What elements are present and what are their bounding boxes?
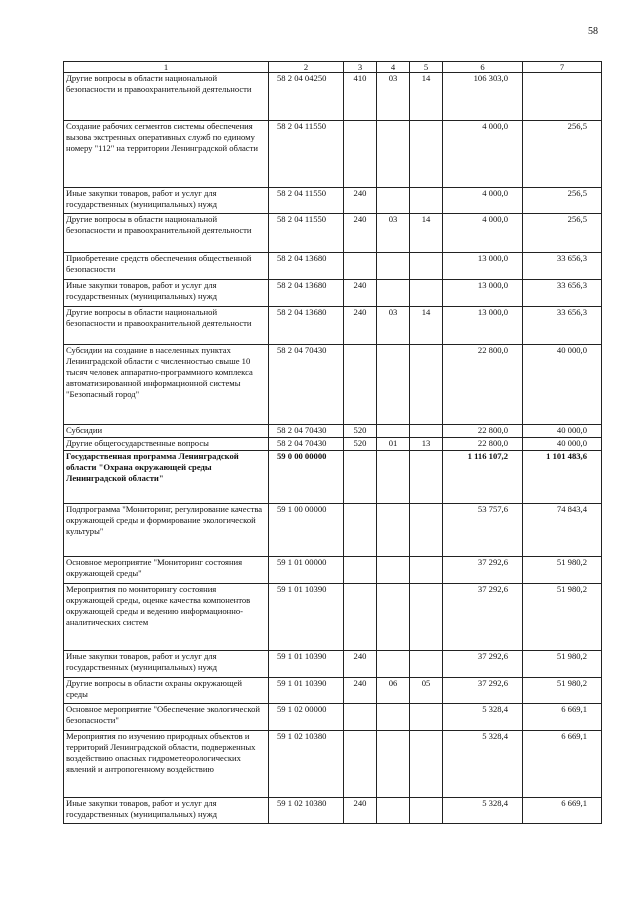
target-code-cell: 58 2 04 11550 xyxy=(269,214,344,253)
target-code-cell: 59 1 00 00000 xyxy=(269,504,344,557)
expense-type-cell xyxy=(344,345,377,425)
target-code-cell: 58 2 04 13680 xyxy=(269,253,344,280)
amount-col7-cell: 33 656,3 xyxy=(523,253,602,280)
target-code-cell: 59 1 01 00000 xyxy=(269,557,344,584)
subsection-cell: 05 xyxy=(410,678,443,704)
expense-name-cell: Иные закупки товаров, работ и услуг для государственных (муниципальных) нужд xyxy=(64,280,269,307)
amount-col6-cell: 53 757,6 xyxy=(443,504,523,557)
amount-col6-cell: 106 303,0 xyxy=(443,73,523,121)
target-code-cell: 58 2 04 11550 xyxy=(269,121,344,188)
section-cell xyxy=(377,280,410,307)
table-row xyxy=(64,451,602,504)
column-number-row xyxy=(64,62,602,73)
amount-col6-cell: 22 800,0 xyxy=(443,425,523,438)
table-row xyxy=(64,584,602,651)
section-cell xyxy=(377,425,410,438)
target-code-cell: 58 2 04 70430 xyxy=(269,345,344,425)
subsection-cell: 14 xyxy=(410,214,443,253)
table-row xyxy=(64,678,602,704)
expense-type-cell: 240 xyxy=(344,188,377,214)
expense-name-cell: Другие вопросы в области национальной безопасности и правоохранительной деятельности xyxy=(64,307,269,345)
target-code-cell: 59 1 02 00000 xyxy=(269,704,344,731)
expense-type-cell: 240 xyxy=(344,678,377,704)
target-code-cell: 58 2 04 70430 xyxy=(269,438,344,451)
column-header: 5 xyxy=(410,62,443,73)
table-row xyxy=(64,438,602,451)
expense-type-cell xyxy=(344,731,377,798)
column-header: 3 xyxy=(344,62,377,73)
table-row xyxy=(64,557,602,584)
subsection-cell xyxy=(410,557,443,584)
amount-col6-cell: 37 292,6 xyxy=(443,584,523,651)
section-cell xyxy=(377,504,410,557)
section-cell: 01 xyxy=(377,438,410,451)
subsection-cell: 14 xyxy=(410,73,443,121)
column-header: 6 xyxy=(443,62,523,73)
section-cell xyxy=(377,798,410,824)
expense-name-cell: Другие вопросы в области национальной безопасности и правоохранительной деятельности xyxy=(64,214,269,253)
table-row xyxy=(64,121,602,188)
expense-name-cell: Подпрограмма "Мониторинг, регулирование качества окружающей среды и формирование экологической культуры" xyxy=(64,504,269,557)
expense-type-cell: 520 xyxy=(344,438,377,451)
table-row xyxy=(64,731,602,798)
expense-type-cell xyxy=(344,704,377,731)
subsection-cell: 13 xyxy=(410,438,443,451)
subsection-cell: 14 xyxy=(410,307,443,345)
column-header: 7 xyxy=(523,62,602,73)
amount-col7-cell: 6 669,1 xyxy=(523,704,602,731)
amount-col6-cell: 5 328,4 xyxy=(443,731,523,798)
table-row xyxy=(64,73,602,121)
expense-name-cell: Основное мероприятие "Обеспечение экологической безопасности" xyxy=(64,704,269,731)
expense-type-cell: 240 xyxy=(344,651,377,678)
amount-col7-cell: 6 669,1 xyxy=(523,798,602,824)
subsection-cell xyxy=(410,584,443,651)
section-cell xyxy=(377,253,410,280)
budget-table xyxy=(63,61,602,824)
subsection-cell xyxy=(410,280,443,307)
expense-name-cell: Субсидии на создание в населенных пунктах Ленинградской области с численностью свыше 10 тысяч человек аппаратно-программного комплекса автоматизированной информационной системы "Безопасный город" xyxy=(64,345,269,425)
target-code-cell: 59 1 01 10390 xyxy=(269,651,344,678)
target-code-cell: 58 2 04 04250 xyxy=(269,73,344,121)
table-row xyxy=(64,307,602,345)
section-cell xyxy=(377,451,410,504)
expense-type-cell: 240 xyxy=(344,214,377,253)
subsection-cell xyxy=(410,253,443,280)
expense-name-cell: Создание рабочих сегментов системы обеспечения вызова экстренных оперативных служб по единому номеру "112" на территории Ленинградской области xyxy=(64,121,269,188)
table-row xyxy=(64,253,602,280)
amount-col6-cell: 37 292,6 xyxy=(443,678,523,704)
amount-col7-cell: 33 656,3 xyxy=(523,307,602,345)
expense-name-cell: Приобретение средств обеспечения общественной безопасности xyxy=(64,253,269,280)
amount-col7-cell: 51 980,2 xyxy=(523,651,602,678)
amount-col6-cell: 13 000,0 xyxy=(443,307,523,345)
expense-type-cell: 240 xyxy=(344,307,377,345)
column-header: 4 xyxy=(377,62,410,73)
table-row xyxy=(64,214,602,253)
expense-type-cell xyxy=(344,557,377,584)
table-row xyxy=(64,280,602,307)
target-code-cell: 58 2 04 13680 xyxy=(269,307,344,345)
column-header: 2 xyxy=(269,62,344,73)
table-row xyxy=(64,345,602,425)
expense-type-cell xyxy=(344,584,377,651)
subsection-cell xyxy=(410,425,443,438)
expense-name-cell: Мероприятия по изучению природных объектов и территорий Ленинградской области, подверженных воздействию опасных гидрометеорологических явлений и антропогенному воздействию xyxy=(64,731,269,798)
subsection-cell xyxy=(410,704,443,731)
target-code-cell: 59 1 02 10380 xyxy=(269,798,344,824)
amount-col7-cell: 51 980,2 xyxy=(523,584,602,651)
amount-col7-cell: 40 000,0 xyxy=(523,438,602,451)
amount-col7-cell: 33 656,3 xyxy=(523,280,602,307)
section-cell: 03 xyxy=(377,73,410,121)
expense-name-cell: Субсидии xyxy=(64,425,269,438)
expense-type-cell xyxy=(344,504,377,557)
subsection-cell xyxy=(410,504,443,557)
target-code-cell: 59 1 01 10390 xyxy=(269,678,344,704)
section-cell xyxy=(377,704,410,731)
expense-type-cell xyxy=(344,253,377,280)
amount-col6-cell: 4 000,0 xyxy=(443,121,523,188)
amount-col7-cell: 6 669,1 xyxy=(523,731,602,798)
expense-type-cell xyxy=(344,451,377,504)
amount-col7-cell: 51 980,2 xyxy=(523,678,602,704)
expense-type-cell: 520 xyxy=(344,425,377,438)
expense-name-cell: Государственная программа Ленинградской области "Охрана окружающей среды Ленинградской области" xyxy=(64,451,269,504)
amount-col7-cell: 1 101 483,6 xyxy=(523,451,602,504)
expense-type-cell: 240 xyxy=(344,798,377,824)
amount-col6-cell: 22 800,0 xyxy=(443,345,523,425)
subsection-cell xyxy=(410,121,443,188)
section-cell xyxy=(377,188,410,214)
amount-col6-cell: 5 328,4 xyxy=(443,704,523,731)
amount-col7-cell: 256,5 xyxy=(523,121,602,188)
table-row xyxy=(64,704,602,731)
section-cell xyxy=(377,121,410,188)
amount-col6-cell: 22 800,0 xyxy=(443,438,523,451)
subsection-cell xyxy=(410,651,443,678)
section-cell: 03 xyxy=(377,214,410,253)
target-code-cell: 58 2 04 11550 xyxy=(269,188,344,214)
amount-col7-cell: 256,5 xyxy=(523,188,602,214)
amount-col6-cell: 37 292,6 xyxy=(443,651,523,678)
amount-col7-cell: 74 843,4 xyxy=(523,504,602,557)
expense-name-cell: Иные закупки товаров, работ и услуг для государственных (муниципальных) нужд xyxy=(64,188,269,214)
target-code-cell: 59 1 01 10390 xyxy=(269,584,344,651)
amount-col6-cell: 37 292,6 xyxy=(443,557,523,584)
expense-type-cell xyxy=(344,121,377,188)
section-cell xyxy=(377,651,410,678)
table-row xyxy=(64,798,602,824)
expense-name-cell: Мероприятия по мониторингу состояния окружающей среды, оценке качества компонентов окружающей среды и ведению информационно-аналитических систем xyxy=(64,584,269,651)
expense-name-cell: Другие вопросы в области охраны окружающей среды xyxy=(64,678,269,704)
target-code-cell: 58 2 04 70430 xyxy=(269,425,344,438)
target-code-cell: 58 2 04 13680 xyxy=(269,280,344,307)
amount-col6-cell: 4 000,0 xyxy=(443,214,523,253)
amount-col6-cell: 1 116 107,2 xyxy=(443,451,523,504)
amount-col6-cell: 5 328,4 xyxy=(443,798,523,824)
table-body xyxy=(64,73,602,824)
section-cell: 03 xyxy=(377,307,410,345)
amount-col7-cell: 256,5 xyxy=(523,214,602,253)
amount-col7-cell: 51 980,2 xyxy=(523,557,602,584)
table-row xyxy=(64,651,602,678)
subsection-cell xyxy=(410,188,443,214)
expense-name-cell: Другие вопросы в области национальной безопасности и правоохранительной деятельности xyxy=(64,73,269,121)
amount-col7-cell: 40 000,0 xyxy=(523,345,602,425)
subsection-cell xyxy=(410,451,443,504)
amount-col6-cell: 4 000,0 xyxy=(443,188,523,214)
table-row xyxy=(64,188,602,214)
column-header: 1 xyxy=(64,62,269,73)
table-row xyxy=(64,425,602,438)
expense-name-cell: Другие общегосударственные вопросы xyxy=(64,438,269,451)
expense-type-cell: 410 xyxy=(344,73,377,121)
section-cell xyxy=(377,731,410,798)
section-cell xyxy=(377,584,410,651)
expense-name-cell: Основное мероприятие "Мониторинг состояния окружающей среды" xyxy=(64,557,269,584)
subsection-cell xyxy=(410,731,443,798)
amount-col6-cell: 13 000,0 xyxy=(443,253,523,280)
subsection-cell xyxy=(410,798,443,824)
expense-type-cell: 240 xyxy=(344,280,377,307)
page-number: 58 xyxy=(588,26,598,37)
amount-col7-cell xyxy=(523,73,602,121)
target-code-cell: 59 1 02 10380 xyxy=(269,731,344,798)
expense-name-cell: Иные закупки товаров, работ и услуг для государственных (муниципальных) нужд xyxy=(64,798,269,824)
expense-name-cell: Иные закупки товаров, работ и услуг для государственных (муниципальных) нужд xyxy=(64,651,269,678)
section-cell xyxy=(377,345,410,425)
amount-col7-cell: 40 000,0 xyxy=(523,425,602,438)
section-cell: 06 xyxy=(377,678,410,704)
subsection-cell xyxy=(410,345,443,425)
table-row xyxy=(64,504,602,557)
section-cell xyxy=(377,557,410,584)
target-code-cell: 59 0 00 00000 xyxy=(269,451,344,504)
amount-col6-cell: 13 000,0 xyxy=(443,280,523,307)
